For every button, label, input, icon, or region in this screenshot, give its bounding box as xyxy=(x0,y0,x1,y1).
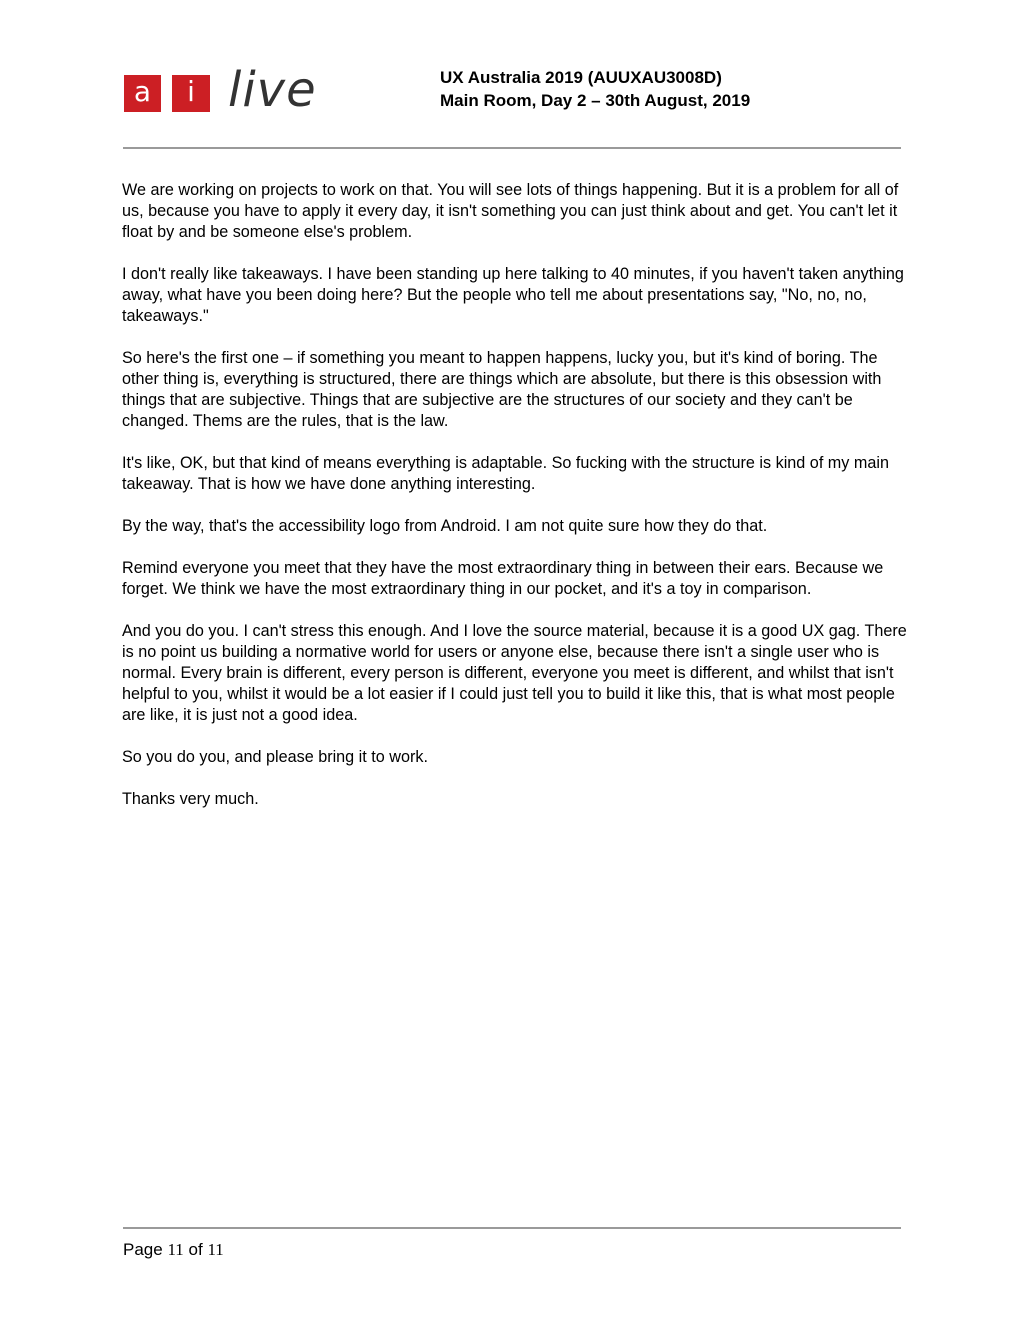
footer-divider xyxy=(123,1227,901,1229)
logo-word: live xyxy=(228,62,317,118)
document-header xyxy=(440,66,750,112)
paragraph: Remind everyone you meet that they have the most extraordinary thing in between their ears. Because we forget. We think we have the most extraordinary thing in our pocket, and it's a toy in comparison. xyxy=(122,559,884,598)
paragraph: I don't really like takeaways. I have been standing up here talking to 40 minutes, if you haven't taken anything away, what have you been doing here? But the people who tell me about presentations say, "No, no, no, takeaways." xyxy=(122,265,904,325)
ai-live-logo xyxy=(124,62,340,128)
header-session-info: Main Room, Day 2 – 30th August, 2019 xyxy=(440,91,751,110)
page-current: 11 xyxy=(167,1240,184,1259)
logo-letter-i: i xyxy=(172,75,210,112)
page-number xyxy=(123,1240,224,1260)
logo-letter-a: a xyxy=(124,75,161,112)
paragraph: And you do you. I can't stress this enough. And I love the source material, because it is a good UX gag. There is no point us building a normative world for users or anyone else, because there isn't a single user who is normal. Every brain is different, every person is different, everyone you meet is different, and whilst that isn't helpful to you, whilst it would be a lot easier if I could just tell you to build it like this, that is what most people are like, it is just not a good idea. xyxy=(122,622,907,724)
paragraph: We are working on projects to work on that. You will see lots of things happening. But it is a problem for all of us, because you have to apply it every day, it isn't something you can just think about and get. You can't let it float by and be someone else's problem. xyxy=(122,181,899,241)
paragraph: Thanks very much. xyxy=(122,790,259,808)
transcript-body xyxy=(122,180,912,831)
header-event-title: UX Australia 2019 (AUUXAU3008D) xyxy=(440,68,722,87)
header-divider xyxy=(123,147,901,149)
of-label: of xyxy=(183,1240,208,1259)
paragraph: So you do you, and please bring it to work. xyxy=(122,748,428,766)
page-label: Page xyxy=(123,1240,168,1259)
paragraph: It's like, OK, but that kind of means everything is adaptable. So fucking with the structure is kind of my main takeaway. That is how we have done anything interesting. xyxy=(122,454,889,493)
page-total: 11 xyxy=(207,1240,224,1259)
paragraph: So here's the first one – if something you meant to happen happens, lucky you, but it's kind of boring. The other thing is, everything is structured, there are things which are absolute, but there is this obsession with things that are subjective. Things that are subjective are the structures of our society and they can't be changed. Thems are the rules, that is the law. xyxy=(122,349,882,430)
paragraph: By the way, that's the accessibility logo from Android. I am not quite sure how they do that. xyxy=(122,517,768,535)
